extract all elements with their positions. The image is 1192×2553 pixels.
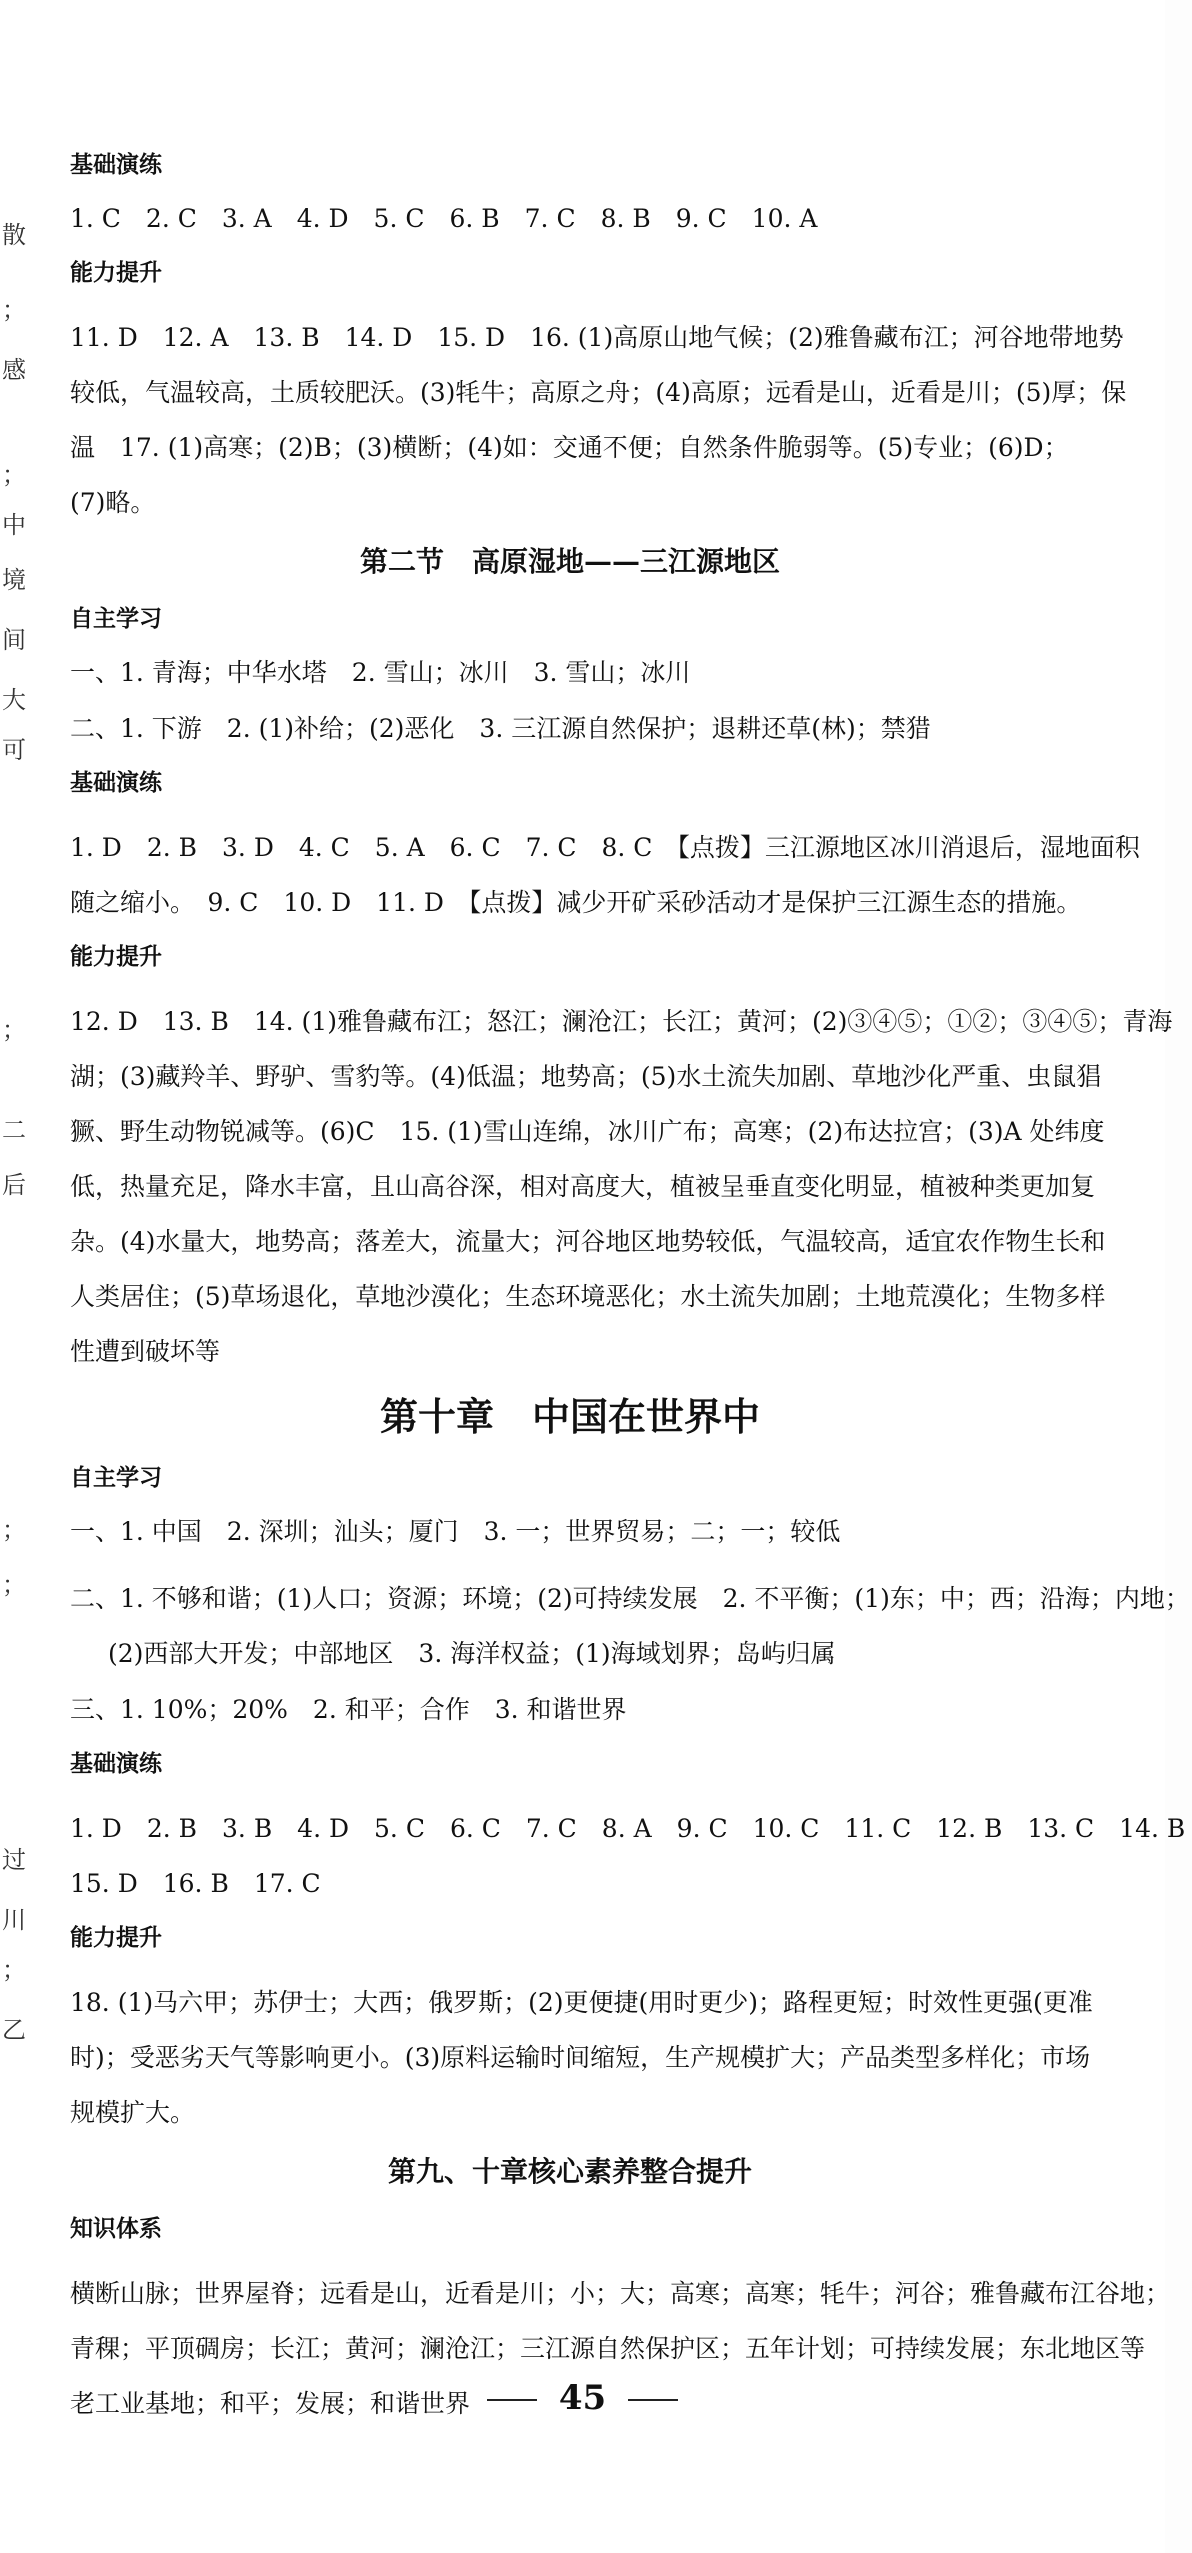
paragraph-line: (7)略。	[70, 488, 156, 517]
answer-paragraph	[70, 1801, 1186, 1911]
margin-fragment: 大	[2, 686, 26, 714]
margin-fragment: ；	[2, 1016, 26, 1044]
margin-fragment: 后	[2, 1171, 26, 1199]
answer-paragraph	[70, 820, 1140, 930]
subheading: 能力提升	[70, 1925, 162, 1951]
section-title: 第二节 高原湿地——三江源地区	[359, 545, 780, 578]
page-number	[0, 2378, 1165, 2418]
paragraph-line: 12. D 13. B 14. (1)雅鲁藏布江；怒江；澜沧江；长江；黄河；(2)③④⑤；①②；③④⑤；青海	[70, 1007, 1173, 1036]
paragraph-line: 青稞；平顶碉房；长江；黄河；澜沧江；三江源自然保护区；五年计划；可持续发展；东北地区等	[70, 2334, 1146, 2363]
margin-fragment: ；	[2, 461, 26, 489]
left-margin-fragments	[0, 0, 30, 2553]
margin-fragment: 二	[2, 1116, 26, 1144]
paragraph-line: 老工业基地；和平；发展；和谐世界	[70, 2389, 471, 2418]
margin-fragment: 散	[2, 221, 26, 249]
margin-fragment: ；	[2, 1571, 26, 1599]
paragraph-line: 低，热量充足，降水丰富，且山高谷深，相对高度大，植被呈垂直变化明显，植被种类更加复	[70, 1172, 1096, 1201]
paragraph-line: (2)西部大开发；中部地区 3. 海洋权益；(1)海域划界；岛屿归属	[108, 1639, 836, 1668]
page-number-dash-right	[628, 2399, 678, 2401]
margin-fragment: 中	[2, 511, 26, 539]
margin-fragment: 过	[2, 1846, 26, 1874]
margin-fragment: 川	[2, 1906, 26, 1934]
margin-fragment: 感	[2, 356, 26, 384]
answer-line: 一、1. 青海；中华水塔 2. 雪山；冰川 3. 雪山；冰川	[70, 658, 691, 687]
paragraph-line: 1. D 2. B 3. B 4. D 5. C 6. C 7. C 8. A 9. C 10. C 11. C 12. B 13. C 14. B	[70, 1814, 1186, 1843]
page-number-value: 45	[558, 2378, 607, 2418]
margin-fragment: ；	[2, 1516, 26, 1544]
margin-fragment: ；	[2, 1956, 26, 1984]
subheading: 基础演练	[70, 1751, 162, 1777]
page-number-dash-left	[487, 2399, 537, 2401]
paragraph-line: 二、1. 不够和谐；(1)人口；资源；环境；(2)可持续发展 2. 不平衡；(1)东；中；西；沿海；内地；	[70, 1584, 1190, 1613]
paragraph-line: 人类居住；(5)草场退化，草地沙漠化；生态环境恶化；水土流失加剧；土地荒漠化；生物多样	[70, 1282, 1106, 1311]
paragraph-line: 性遭到破坏等	[70, 1337, 221, 1366]
margin-fragment: ；	[2, 296, 26, 324]
subheading: 能力提升	[70, 944, 162, 970]
margin-fragment: 境	[2, 566, 26, 594]
subheading: 知识体系	[70, 2216, 162, 2242]
paragraph-line: 11. D 12. A 13. B 14. D 15. D 16. (1)高原山地气候；(2)雅鲁藏布江；河谷地带地势	[70, 323, 1124, 352]
subheading: 自主学习	[70, 606, 162, 632]
subheading: 自主学习	[70, 1465, 162, 1491]
margin-fragment: 间	[2, 626, 26, 654]
answer-paragraph	[70, 1975, 1093, 2140]
paragraph-line: 18. (1)马六甲；苏伊士；大西；俄罗斯；(2)更便捷(用时更少)；路程更短；时效性更强(更准	[70, 1988, 1093, 2017]
paragraph-line: 1. D 2. B 3. D 4. C 5. A 6. C 7. C 8. C 【点拨】三江源地区冰川消退后，湿地面积	[70, 833, 1140, 862]
answer-paragraph	[70, 994, 1173, 1379]
paragraph-line: 湖；(3)藏羚羊、野驴、雪豹等。(4)低温；地势高；(5)水土流失加剧、草地沙化严重、虫鼠猖	[70, 1062, 1102, 1091]
answer-line: 三、1. 10%；20% 2. 和平；合作 3. 和谐世界	[70, 1695, 627, 1724]
subheading: 能力提升	[70, 260, 162, 286]
subheading: 基础演练	[70, 152, 162, 178]
margin-fragment: 乙	[2, 2016, 26, 2044]
paragraph-line: 15. D 16. B 17. C	[70, 1869, 321, 1898]
paragraph-line: 温 17. (1)高寒；(2)B；(3)横断；(4)如：交通不便；自然条件脆弱等。(5)专业；(6)D；	[70, 433, 1069, 462]
answer-paragraph	[70, 310, 1127, 530]
paragraph-line: 杂。(4)水量大，地势高；落差大，流量大；河谷地区地势较低，气温较高，适宜农作物生长和	[70, 1227, 1106, 1256]
paragraph-line: 时)；受恶劣天气等影响更小。(3)原料运输时间缩短，生产规模扩大；产品类型多样化；市场	[70, 2043, 1091, 2072]
paragraph-line: 较低，气温较高，土质较肥沃。(3)牦牛；高原之舟；(4)高原；远看是山，近看是川；(5)厚；保	[70, 378, 1127, 407]
paragraph-line: 獗、野生动物锐减等。(6)C 15. (1)雪山连绵，冰川广布；高寒；(2)布达拉宫；(3)A 处纬度	[70, 1117, 1105, 1146]
section-title: 第九、十章核心素养整合提升	[387, 2155, 752, 2188]
answer-line: 1. C 2. C 3. A 4. D 5. C 6. B 7. C 8. B 9. C 10. A	[70, 204, 818, 233]
paragraph-line: 规模扩大。	[70, 2098, 196, 2127]
paragraph-line: 横断山脉；世界屋脊；远看是山，近看是川；小；大；高寒；高寒；牦牛；河谷；雅鲁藏布江谷地；	[70, 2279, 1171, 2308]
subheading: 基础演练	[70, 770, 162, 796]
answer-line: 二、1. 下游 2. (1)补给；(2)恶化 3. 三江源自然保护；退耕还草(林)；禁猎	[70, 714, 931, 743]
answer-line: 一、1. 中国 2. 深圳；汕头；厦门 3. 一；世界贸易；二；一；较低	[70, 1517, 841, 1546]
answer-paragraph	[70, 1571, 1190, 1681]
answer-content	[70, 150, 1190, 2443]
margin-fragment: 可	[2, 736, 26, 764]
paragraph-line: 随之缩小。 9. C 10. D 11. D 【点拨】减少开矿采砂活动才是保护三江源生态的措施。	[70, 888, 1082, 917]
chapter-title: 第十章 中国在世界中	[379, 1395, 760, 1439]
